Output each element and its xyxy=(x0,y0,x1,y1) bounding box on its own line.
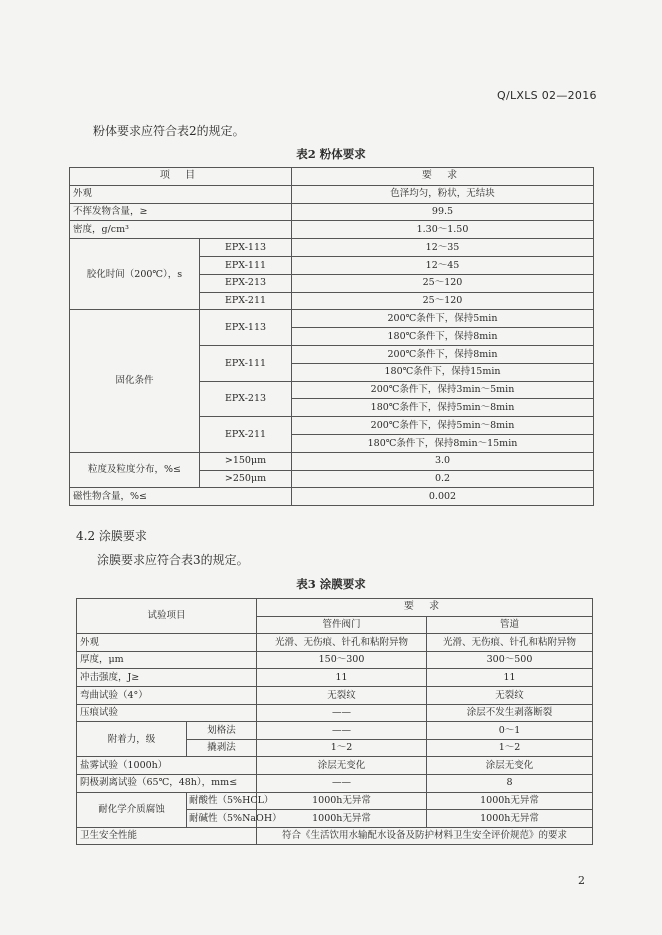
valve-value: —— xyxy=(257,774,427,792)
row-label: 压痕试验 xyxy=(77,704,257,722)
pipe-value: 1000h无异常 xyxy=(427,792,593,810)
row-label: 附着力，级 xyxy=(77,722,187,757)
table3-coating xyxy=(76,598,593,845)
valve-value: 1000h无异常 xyxy=(257,810,427,828)
row-label: 厚度，μm xyxy=(77,651,257,669)
pipe-value: 光滑、无伤痕、针孔和粘附异物 xyxy=(427,634,593,652)
table-row xyxy=(70,185,594,203)
valve-value: —— xyxy=(257,722,427,740)
row-value: 200℃条件下，保持5min xyxy=(292,310,594,328)
col-item-header: 项 目 xyxy=(70,168,292,186)
pipe-value: 涂层无变化 xyxy=(427,757,593,775)
row-value: 12～35 xyxy=(292,239,594,257)
col-req-header: 要 求 xyxy=(292,168,594,186)
row-value: 3.0 xyxy=(292,452,594,470)
method-cell: 划格法 xyxy=(187,722,257,740)
table-row xyxy=(70,452,594,470)
row-label: 密度，g/cm³ xyxy=(70,221,292,239)
row-value: 200℃条件下，保持8min xyxy=(292,345,594,363)
pipe-value: 1000h无异常 xyxy=(427,810,593,828)
table-row xyxy=(70,168,594,186)
col-valve-header: 管件阀门 xyxy=(257,616,427,634)
row-value: 符合《生活饮用水输配水设备及防护材料卫生安全评价规范》的要求 xyxy=(257,827,593,845)
pipe-value: 8 xyxy=(427,774,593,792)
table-row xyxy=(70,203,594,221)
table2-powder xyxy=(69,167,594,506)
row-value: 200℃条件下，保持3min～5min xyxy=(292,381,594,399)
table-row xyxy=(77,827,593,845)
row-label: 盐雾试验（1000h） xyxy=(77,757,257,775)
row-value: 25～120 xyxy=(292,274,594,292)
table-row xyxy=(70,239,594,257)
table-row xyxy=(77,599,593,617)
grade-cell: EPX-111 xyxy=(200,345,292,381)
grade-cell: EPX-111 xyxy=(200,256,292,274)
table-row xyxy=(77,792,593,810)
page-number: 2 xyxy=(578,874,585,887)
pipe-value: 0～1 xyxy=(427,722,593,740)
medium-cell: 耐酸性（5%HCL） xyxy=(187,792,257,810)
valve-value: 1～2 xyxy=(257,739,427,757)
row-value: 25～120 xyxy=(292,292,594,310)
valve-value: 无裂纹 xyxy=(257,686,427,704)
row-value: 12～45 xyxy=(292,256,594,274)
pipe-value: 11 xyxy=(427,669,593,687)
table-row xyxy=(70,221,594,239)
col-pipe-header: 管道 xyxy=(427,616,593,634)
valve-value: —— xyxy=(257,704,427,722)
valve-value: 150～300 xyxy=(257,651,427,669)
table-row xyxy=(77,651,593,669)
valve-value: 涂层无变化 xyxy=(257,757,427,775)
row-label: 磁性物含量，%≤ xyxy=(70,488,292,506)
coating-intro: 涂膜要求应符合表3的规定。 xyxy=(97,553,249,567)
row-label: 粒度及粒度分布，%≤ xyxy=(70,452,200,488)
table-row xyxy=(70,310,594,328)
row-label: 不挥发物含量，≥ xyxy=(70,203,292,221)
row-label: 冲击强度，J≥ xyxy=(77,669,257,687)
pipe-value: 300～500 xyxy=(427,651,593,669)
grade-cell: EPX-211 xyxy=(200,417,292,453)
row-label: 弯曲试验（4°） xyxy=(77,686,257,704)
row-label: 耐化学介质腐蚀 xyxy=(77,792,187,827)
grade-cell: EPX-113 xyxy=(200,310,292,346)
table-row xyxy=(77,686,593,704)
row-value: 色泽均匀，粉状，无结块 xyxy=(292,185,594,203)
row-value: 200℃条件下，保持5min～8min xyxy=(292,417,594,435)
table-row xyxy=(77,722,593,740)
col-req-header: 要 求 xyxy=(257,599,593,617)
table-row xyxy=(77,634,593,652)
row-label: 胶化时间（200℃），s xyxy=(70,239,200,310)
doc-code: Q/LXLS 02—2016 xyxy=(497,89,597,102)
valve-value: 11 xyxy=(257,669,427,687)
pipe-value: 无裂纹 xyxy=(427,686,593,704)
valve-value: 光滑、无伤痕、针孔和粘附异物 xyxy=(257,634,427,652)
grade-cell: EPX-213 xyxy=(200,381,292,417)
table-row xyxy=(70,488,594,506)
row-label: 卫生安全性能 xyxy=(77,827,257,845)
pipe-value: 1～2 xyxy=(427,739,593,757)
valve-value: 1000h无异常 xyxy=(257,792,427,810)
row-value: 0.2 xyxy=(292,470,594,488)
row-value: 180℃条件下，保持5min～8min xyxy=(292,399,594,417)
pipe-value: 涂层不发生剥落断裂 xyxy=(427,704,593,722)
size-cell: >150μm xyxy=(200,452,292,470)
table2-caption: 表2 粉体要求 xyxy=(296,147,366,161)
grade-cell: EPX-213 xyxy=(200,274,292,292)
table-row xyxy=(77,704,593,722)
row-value: 0.002 xyxy=(292,488,594,506)
method-cell: 撬剥法 xyxy=(187,739,257,757)
table-row xyxy=(77,669,593,687)
col-item-header: 试验项目 xyxy=(77,599,257,634)
size-cell: >250μm xyxy=(200,470,292,488)
medium-cell: 耐碱性（5%NaOH） xyxy=(187,810,257,828)
row-label: 外观 xyxy=(77,634,257,652)
powder-intro: 粉体要求应符合表2的规定。 xyxy=(93,124,245,138)
row-label: 外观 xyxy=(70,185,292,203)
row-label: 阴极剥离试验（65℃，48h），mm≤ xyxy=(77,774,257,792)
row-label: 固化条件 xyxy=(70,310,200,452)
row-value: 180℃条件下，保持15min xyxy=(292,363,594,381)
table3-caption: 表3 涂膜要求 xyxy=(296,577,366,591)
section-heading: 4.2 涂膜要求 xyxy=(76,529,147,543)
row-value: 1.30～1.50 xyxy=(292,221,594,239)
grade-cell: EPX-113 xyxy=(200,239,292,257)
row-value: 180℃条件下，保持8min～15min xyxy=(292,434,594,452)
row-value: 99.5 xyxy=(292,203,594,221)
table-row xyxy=(77,757,593,775)
row-value: 180℃条件下，保持8min xyxy=(292,328,594,346)
grade-cell: EPX-211 xyxy=(200,292,292,310)
table-row xyxy=(77,774,593,792)
